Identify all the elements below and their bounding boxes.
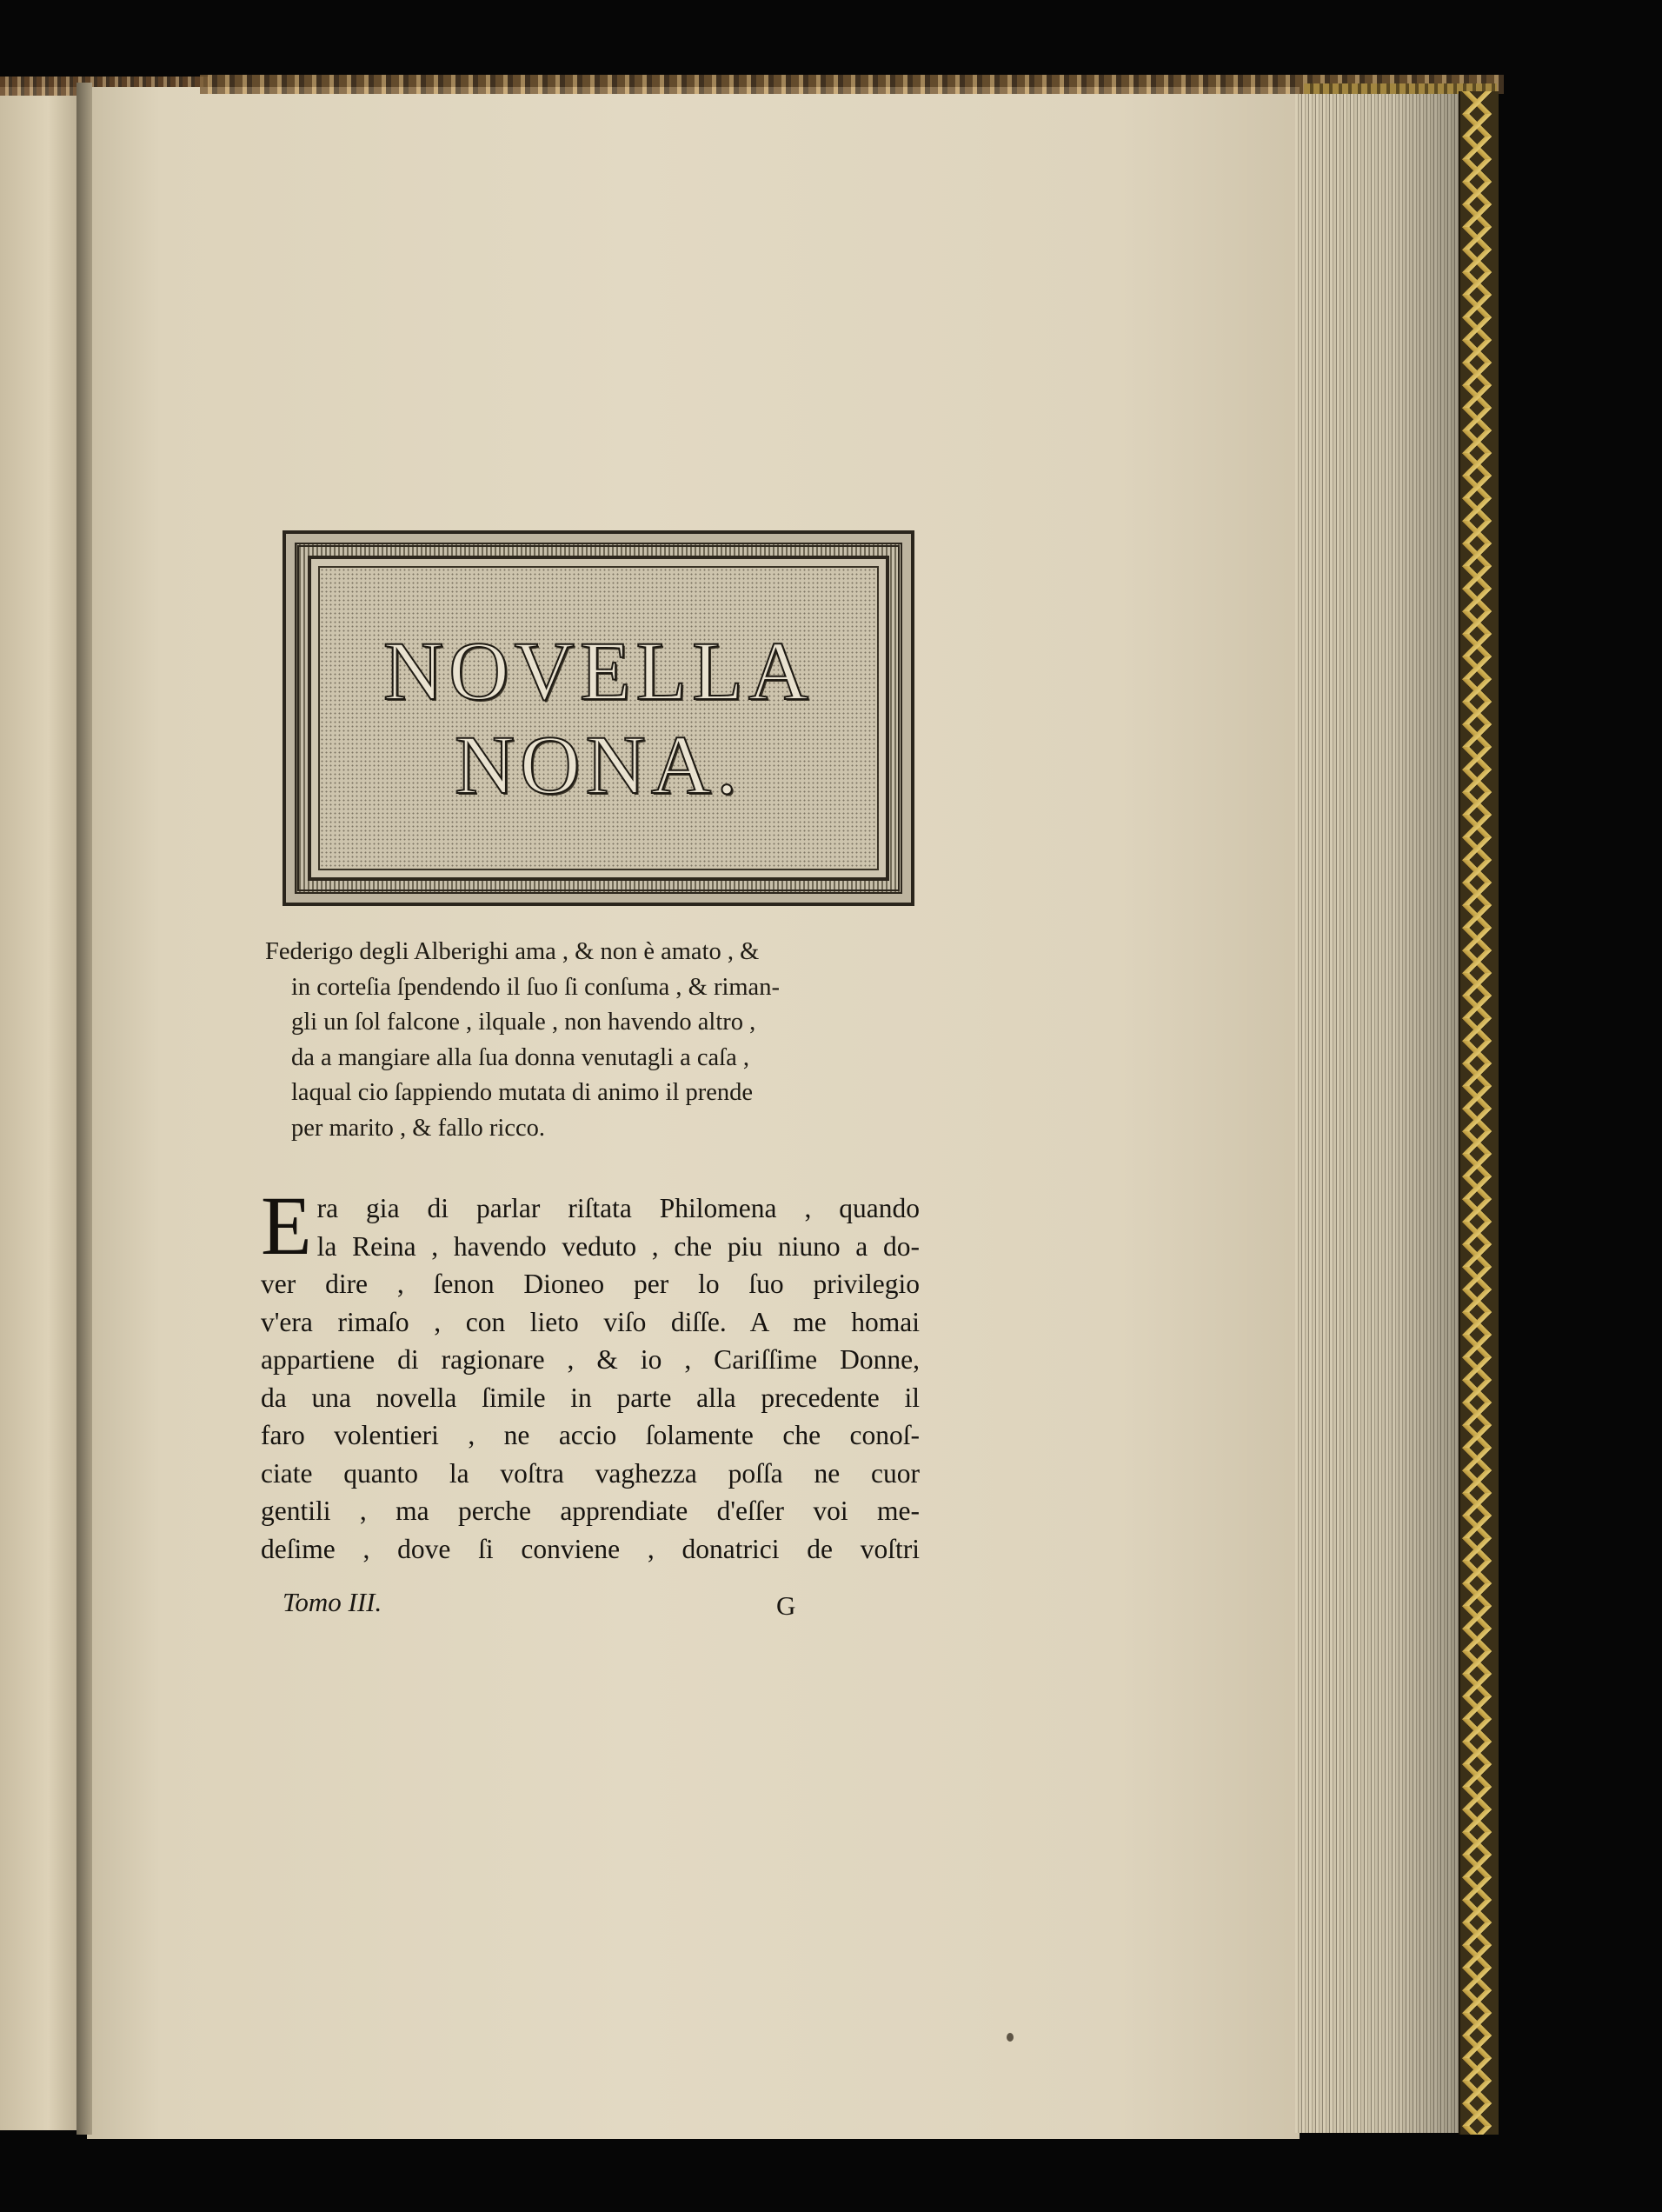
page-footer xyxy=(283,1587,821,1621)
page-block-shadow xyxy=(1295,94,1460,2133)
argument-line: Federigo degli Alberighi ama , & non è amato , & xyxy=(265,938,760,965)
signature-mark: G xyxy=(776,1590,796,1621)
previous-page-edge xyxy=(0,87,80,2130)
argument-line: gli un ſol falcone , ilquale , non havendo altro , xyxy=(291,1009,756,1036)
body-line: v'era rimaſo , con lieto viſo diſſe. A me homai xyxy=(261,1306,920,1337)
paper-speck xyxy=(1007,2033,1014,2042)
argument-line: in corteſia ſpendendo il ſuo ſi conſuma , & riman- xyxy=(291,973,780,1001)
body-line: deſime , dove ſi conviene , donatrici de voſtri xyxy=(261,1533,920,1564)
title-line-1: NOVELLA xyxy=(382,624,814,718)
body-line: la Reina , havendo veduto , che piu niuno a do- xyxy=(316,1230,920,1262)
body-line: da una novella ſimile in parte alla precedente il xyxy=(261,1382,920,1413)
body-line: appartiene di ragionare , & io , Cariſſime Donne, xyxy=(261,1344,920,1375)
argument-line: per marito , & fallo ricco. xyxy=(291,1114,546,1142)
title-line-2: NONA. xyxy=(454,718,743,811)
cartouche-outer-border xyxy=(295,543,902,894)
engraved-title-cartouche xyxy=(283,530,914,906)
argument-line: laqual cio ſappiendo mutata di animo il prende xyxy=(291,1079,754,1106)
argument-line: da a mangiare alla ſua donna venutagli a caſa , xyxy=(291,1043,749,1071)
story-argument xyxy=(265,935,926,1146)
body-line: ver dire , ſenon Dioneo per lo ſuo privilegio xyxy=(261,1269,920,1299)
story-body xyxy=(261,1179,920,1568)
body-line: ciate quanto la voſtra vaghezza poſſa ne cuor xyxy=(261,1457,920,1489)
volume-label: Tomo III. xyxy=(283,1587,382,1617)
body-line: ra gia di parlar riſtata Philomena , quando xyxy=(316,1193,920,1223)
body-line: gentili , ma perche apprendiate d'eſſer voi me- xyxy=(261,1496,920,1526)
body-line: faro volentieri , ne accio ſolamente che conoſ- xyxy=(261,1420,920,1450)
drop-cap: E xyxy=(261,1179,312,1272)
cartouche-stippled-panel xyxy=(318,566,879,870)
gilt-tooled-edge xyxy=(1459,91,1499,2135)
cartouche-inner-border xyxy=(308,556,889,881)
gutter xyxy=(76,83,92,2135)
